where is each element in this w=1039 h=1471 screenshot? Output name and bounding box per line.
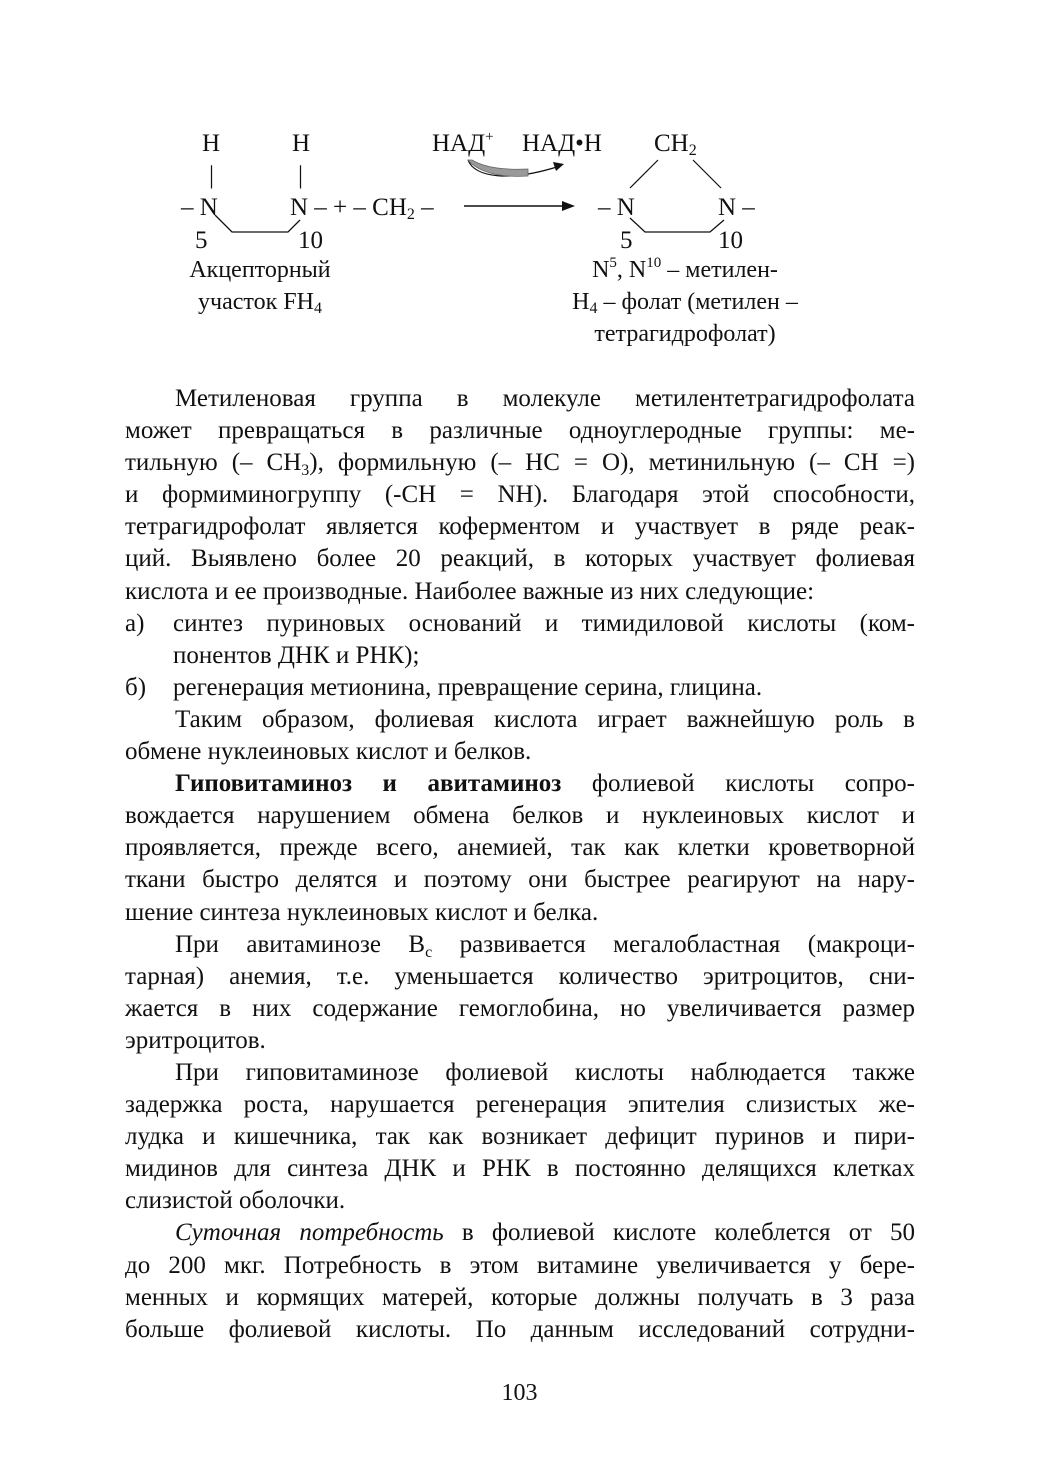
right-ch2: $CH_2$ <box>654 130 697 159</box>
cofactor-nadh: НАД•Н <box>522 130 602 157</box>
left-num10: 10 <box>298 227 323 254</box>
paragraph-avitaminosis: При авитаминозе $B_c$ развивается мегалобластная (макроци- тарная) анемия, т.е. уменьшается количество эритроцитов, сни- жается в них содержание гемоглобина, но увеличивается размер эритроцитов. <box>125 930 916 1054</box>
left-num5: 5 <box>195 227 208 254</box>
right-n1: – N <box>598 194 635 221</box>
cofactor-nad: НАД+ <box>432 129 494 157</box>
left-h1: H <box>202 130 221 157</box>
left-caption: Акцепторный участок $FH_4$ <box>189 257 331 317</box>
body-text <box>125 383 915 1346</box>
list-item: б) регенерация метионина, превращение серина, глицина. <box>125 673 763 701</box>
right-num10: 10 <box>718 227 743 254</box>
page-number: 103 <box>501 1380 538 1406</box>
left-n2-reagent: N – + – $CH_2$ – <box>290 194 434 223</box>
reaction-scheme <box>0 0 1039 380</box>
right-n2: N – <box>718 194 755 221</box>
right-caption: $N^5$, $N^{10}$ – метилен- $H_4$ – фолат (метилен – тетрагидрофолат) <box>572 255 798 347</box>
paragraph-daily-need: Суточная потребность в фолиевой кислоте колеблется от 50 до 200 мкг. Потребность в этом витамине увеличивается у бере- менных и кормящих матерей, которые должны получать в 3 раза больше фолиевой кислоты. По данным исследований сотрудни- <box>125 1219 915 1343</box>
left-n1: – N <box>181 194 218 221</box>
left-h2: H <box>292 130 311 157</box>
list-item: а) синтез пуриновых оснований и тимидиловой кислоты (ком- понентов ДНК и РНК); <box>125 609 915 669</box>
paragraph-growth: При гиповитаминозе фолиевой кислоты наблюдается также задержка роста, нарушается регенерация эпителия слизистых же- лудка и кишечника, так как возникает дефицит пуринов и пири- мидинов для синтеза ДНК и РНК в постоянно делящихся клетках слизистой оболочки. <box>125 1058 915 1215</box>
right-num5: 5 <box>620 227 633 254</box>
left-bond1: | <box>209 162 215 189</box>
left-bond2: | <box>298 162 304 189</box>
paragraph-hypovitaminosis: Гиповитаминоз и авитаминоз фолиевой кислоты сопро- вождается нарушением обмена белков и нуклеиновых кислот и проявляется, прежде всего, анемией, так как клетки кроветворной ткани быстро делятся и поэтому они быстрее реагируют на нару- шение синтеза нуклеиновых кислот и белка. <box>125 770 915 926</box>
paragraph-methylene: Метиленовая группа в молекуле метилентетрагидрофолата может превращаться в различные одноуглеродные группы: ме- тильную (– $CH_3$), формильную (– HC = O), метинильную (– CH =) и формиминогруппу (-CH = NH). Благодаря этой способности, тетрагидрофолат является коферментом и участвует в ряде реак- ций. Выявлено более 20 реакций, в которых участвует фолиевая кислота и ее производные. Наиболее важные из них следующие: <box>125 385 915 605</box>
scheme-lines <box>0 0 1039 380</box>
paragraph-summary: Таким образом, фолиевая кислота играет важнейшую роль в обмене нуклеиновых кислот и белков. <box>125 705 915 766</box>
